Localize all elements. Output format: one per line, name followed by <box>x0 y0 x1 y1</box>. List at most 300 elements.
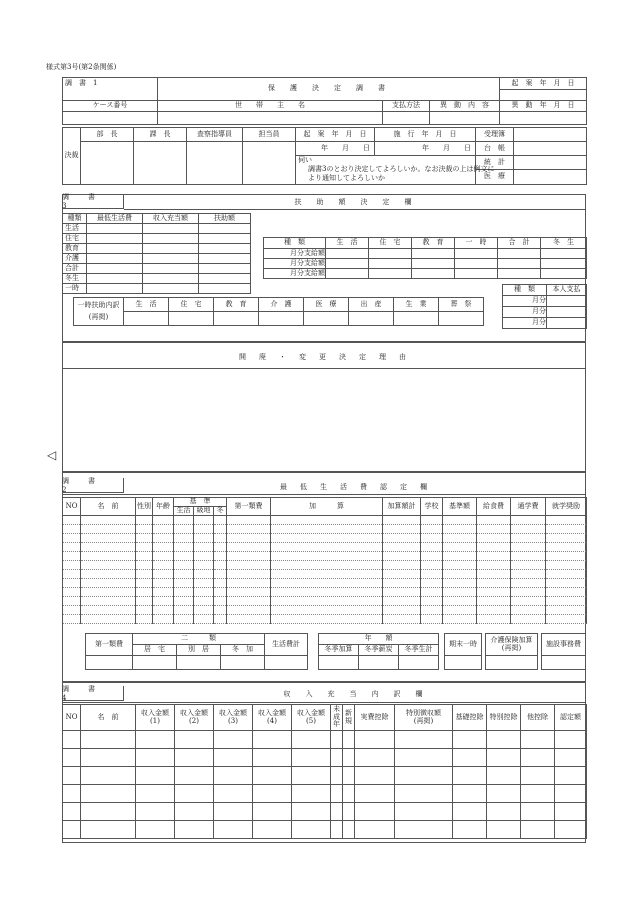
c4-cell[interactable] <box>292 767 331 785</box>
c4-cell[interactable] <box>343 749 355 767</box>
c2-cell[interactable] <box>63 543 81 552</box>
c2-cell[interactable] <box>443 588 477 597</box>
c2-cell[interactable] <box>214 579 227 588</box>
c4-cell[interactable] <box>136 785 175 803</box>
shikyu-cell[interactable] <box>326 249 369 259</box>
shikyu-cell[interactable] <box>541 269 587 279</box>
c2-cell[interactable] <box>383 579 421 588</box>
c4-cell[interactable] <box>453 803 487 821</box>
c2-cell[interactable] <box>136 588 153 597</box>
c2-cell[interactable] <box>227 516 271 525</box>
c4-cell[interactable] <box>136 803 175 821</box>
c2-cell[interactable] <box>546 606 587 615</box>
c4-cell[interactable] <box>555 821 587 839</box>
bucho-stamp[interactable] <box>81 142 134 185</box>
c2-cell[interactable] <box>271 561 383 570</box>
c2-cell[interactable] <box>421 534 443 543</box>
c4-cell[interactable] <box>81 821 136 839</box>
c2-cell[interactable] <box>227 588 271 597</box>
c2-cell[interactable] <box>477 516 511 525</box>
c4-cell[interactable] <box>253 749 292 767</box>
c2-cell[interactable] <box>227 543 271 552</box>
c4-cell[interactable] <box>81 749 136 767</box>
c2-cell[interactable] <box>174 552 194 561</box>
c2-cell[interactable] <box>81 606 136 615</box>
c2-cell[interactable] <box>153 525 174 534</box>
c2-cell[interactable] <box>443 597 477 606</box>
c4-cell[interactable] <box>487 803 521 821</box>
c2-cell[interactable] <box>271 588 383 597</box>
c4-cell[interactable] <box>521 749 555 767</box>
c2-cell[interactable] <box>421 525 443 534</box>
c4-cell[interactable] <box>253 731 292 749</box>
c2-cell[interactable] <box>227 534 271 543</box>
c2-cell[interactable] <box>227 570 271 579</box>
c4-cell[interactable] <box>214 821 253 839</box>
c2-cell[interactable] <box>383 552 421 561</box>
fujo-cell[interactable] <box>143 254 199 264</box>
c2-cell[interactable] <box>174 543 194 552</box>
c2-cell[interactable] <box>81 525 136 534</box>
c2-cell[interactable] <box>271 525 383 534</box>
c2-cell[interactable] <box>421 615 443 624</box>
c4-cell[interactable] <box>253 803 292 821</box>
tokei-field[interactable] <box>514 156 587 170</box>
c2-cell[interactable] <box>136 561 153 570</box>
c2-cell[interactable] <box>383 606 421 615</box>
c4-cell[interactable] <box>395 803 453 821</box>
c4-cell[interactable] <box>253 767 292 785</box>
c2-cell[interactable] <box>477 615 511 624</box>
ichiji-cell[interactable] <box>214 312 259 326</box>
c2-cell[interactable] <box>63 516 81 525</box>
c4-cell[interactable] <box>343 821 355 839</box>
c4-cell[interactable] <box>555 749 587 767</box>
reason-field[interactable] <box>63 369 585 471</box>
c4-cell[interactable] <box>521 731 555 749</box>
c2-cell[interactable] <box>227 552 271 561</box>
c2-cell[interactable] <box>174 570 194 579</box>
c4-cell[interactable] <box>453 785 487 803</box>
c2-cell[interactable] <box>63 606 81 615</box>
c2-cell[interactable] <box>81 516 136 525</box>
c2-cell[interactable] <box>63 579 81 588</box>
c2-bottom-cell[interactable] <box>221 656 265 670</box>
c2-cell[interactable] <box>443 570 477 579</box>
c4-cell[interactable] <box>331 731 343 749</box>
c2-cell[interactable] <box>63 615 81 624</box>
honnin-cell[interactable] <box>547 307 587 318</box>
c4-cell[interactable] <box>63 803 81 821</box>
fujo-cell[interactable] <box>199 234 251 244</box>
shikyu-cell[interactable] <box>455 259 498 269</box>
c2-cell[interactable] <box>174 615 194 624</box>
c4-cell[interactable] <box>521 785 555 803</box>
c2-cell[interactable] <box>214 552 227 561</box>
c2-bottom-cell[interactable] <box>319 656 359 670</box>
c2-cell[interactable] <box>271 543 383 552</box>
c4-cell[interactable] <box>395 821 453 839</box>
c2-cell[interactable] <box>174 534 194 543</box>
c2-cell[interactable] <box>153 606 174 615</box>
shikyu-cell[interactable] <box>498 249 541 259</box>
c2-cell[interactable] <box>194 543 214 552</box>
c4-cell[interactable] <box>355 731 395 749</box>
c2-cell[interactable] <box>214 570 227 579</box>
c2-cell[interactable] <box>443 534 477 543</box>
fujo-cell[interactable] <box>87 234 143 244</box>
c2-cell[interactable] <box>153 552 174 561</box>
c2-cell[interactable] <box>383 588 421 597</box>
c2-cell[interactable] <box>214 606 227 615</box>
c2-cell[interactable] <box>511 579 546 588</box>
c4-cell[interactable] <box>355 767 395 785</box>
c2-cell[interactable] <box>511 525 546 534</box>
c2-cell[interactable] <box>214 615 227 624</box>
c2-cell[interactable] <box>81 597 136 606</box>
c4-cell[interactable] <box>343 785 355 803</box>
ichiji-cell[interactable] <box>394 312 439 326</box>
c4-cell[interactable] <box>487 749 521 767</box>
c2-cell[interactable] <box>194 579 214 588</box>
c4-cell[interactable] <box>214 767 253 785</box>
iryo-field[interactable] <box>514 170 587 185</box>
c2-cell[interactable] <box>153 534 174 543</box>
c2-cell[interactable] <box>511 606 546 615</box>
c2-cell[interactable] <box>227 525 271 534</box>
c2-cell[interactable] <box>443 525 477 534</box>
c2-bottom-cell[interactable] <box>133 656 177 670</box>
c4-cell[interactable] <box>214 731 253 749</box>
shikyu-cell[interactable] <box>412 269 455 279</box>
c2-cell[interactable] <box>383 543 421 552</box>
shikyu-cell[interactable] <box>369 259 412 269</box>
c2-cell[interactable] <box>194 561 214 570</box>
shikyu-cell[interactable] <box>412 259 455 269</box>
c2-cell[interactable] <box>271 552 383 561</box>
c2-cell[interactable] <box>136 534 153 543</box>
c4-cell[interactable] <box>487 767 521 785</box>
c2-cell[interactable] <box>421 588 443 597</box>
ichiji-cell[interactable] <box>124 312 169 326</box>
c4-cell[interactable] <box>81 803 136 821</box>
c2-cell[interactable] <box>546 597 587 606</box>
c2-cell[interactable] <box>214 561 227 570</box>
kian-date-value[interactable] <box>500 90 587 101</box>
c4-cell[interactable] <box>292 785 331 803</box>
c4-cell[interactable] <box>355 785 395 803</box>
c2-cell[interactable] <box>194 525 214 534</box>
ido-date-field[interactable] <box>500 112 587 125</box>
c4-cell[interactable] <box>555 731 587 749</box>
c4-cell[interactable] <box>81 767 136 785</box>
c4-cell[interactable] <box>292 749 331 767</box>
c2-bottom-cell[interactable] <box>399 656 439 670</box>
c2-cell[interactable] <box>383 516 421 525</box>
c2-cell[interactable] <box>153 597 174 606</box>
c2-cell[interactable] <box>153 615 174 624</box>
c2-cell[interactable] <box>63 552 81 561</box>
c2-cell[interactable] <box>421 579 443 588</box>
c2-cell[interactable] <box>546 525 587 534</box>
c2-cell[interactable] <box>271 516 383 525</box>
c2-cell[interactable] <box>174 516 194 525</box>
c2-bottom-cell[interactable] <box>359 656 399 670</box>
c2-cell[interactable] <box>153 588 174 597</box>
c2-cell[interactable] <box>421 561 443 570</box>
c2-cell[interactable] <box>227 597 271 606</box>
c2-cell[interactable] <box>421 570 443 579</box>
c2-cell[interactable] <box>194 597 214 606</box>
c2-cell[interactable] <box>81 615 136 624</box>
c4-cell[interactable] <box>521 821 555 839</box>
c4-cell[interactable] <box>343 803 355 821</box>
c4-cell[interactable] <box>253 785 292 803</box>
c2-cell[interactable] <box>136 516 153 525</box>
c2-cell[interactable] <box>81 534 136 543</box>
c2-cell[interactable] <box>136 543 153 552</box>
c2-cell[interactable] <box>214 543 227 552</box>
fujo-cell[interactable] <box>87 284 143 294</box>
c2-cell[interactable] <box>383 597 421 606</box>
c2-cell[interactable] <box>174 588 194 597</box>
c2-cell[interactable] <box>477 525 511 534</box>
c2-cell[interactable] <box>546 552 587 561</box>
c4-cell[interactable] <box>81 785 136 803</box>
c4-cell[interactable] <box>175 749 214 767</box>
c2-cell[interactable] <box>511 570 546 579</box>
c2-cell[interactable] <box>546 516 587 525</box>
c2-cell[interactable] <box>477 597 511 606</box>
c4-cell[interactable] <box>63 785 81 803</box>
c2-cell[interactable] <box>477 543 511 552</box>
c2-cell[interactable] <box>383 525 421 534</box>
fujo-cell[interactable] <box>143 224 199 234</box>
c2-cell[interactable] <box>511 543 546 552</box>
fujo-cell[interactable] <box>199 244 251 254</box>
c2-cell[interactable] <box>477 588 511 597</box>
seko-date[interactable]: 年 月 日 <box>375 142 476 156</box>
c4-cell[interactable] <box>453 767 487 785</box>
c2-cell[interactable] <box>421 597 443 606</box>
sasatsu-stamp[interactable] <box>187 142 243 185</box>
c4-cell[interactable] <box>214 785 253 803</box>
c2-cell[interactable] <box>546 561 587 570</box>
fujo-cell[interactable] <box>143 284 199 294</box>
fujo-cell[interactable] <box>199 224 251 234</box>
setai-field[interactable] <box>158 112 383 125</box>
c4-cell[interactable] <box>395 749 453 767</box>
c2-cell[interactable] <box>511 552 546 561</box>
c4-cell[interactable] <box>175 803 214 821</box>
c4-cell[interactable] <box>331 803 343 821</box>
c4-cell[interactable] <box>555 803 587 821</box>
c2-cell[interactable] <box>477 579 511 588</box>
c4-cell[interactable] <box>214 803 253 821</box>
c4-cell[interactable] <box>292 803 331 821</box>
c2-cell[interactable] <box>214 588 227 597</box>
c2-cell[interactable] <box>153 543 174 552</box>
fujo-cell[interactable] <box>87 274 143 284</box>
ichiji-cell[interactable] <box>304 312 349 326</box>
c4-cell[interactable] <box>487 821 521 839</box>
c2-cell[interactable] <box>214 534 227 543</box>
ichiji-cell[interactable] <box>169 312 214 326</box>
c4-cell[interactable] <box>136 731 175 749</box>
c2-cell[interactable] <box>383 615 421 624</box>
c2-cell[interactable] <box>81 579 136 588</box>
c2-cell[interactable] <box>546 579 587 588</box>
c2-cell[interactable] <box>443 552 477 561</box>
fujo-cell[interactable] <box>143 264 199 274</box>
c2-cell[interactable] <box>136 525 153 534</box>
c4-cell[interactable] <box>487 731 521 749</box>
fujo-cell[interactable] <box>199 264 251 274</box>
c4-cell[interactable] <box>253 821 292 839</box>
c2-cell[interactable] <box>136 552 153 561</box>
c2-cell[interactable] <box>153 570 174 579</box>
c2-cell[interactable] <box>443 606 477 615</box>
juribo-field[interactable] <box>514 128 587 142</box>
c2-cell[interactable] <box>546 615 587 624</box>
fujo-cell[interactable] <box>199 254 251 264</box>
c4-cell[interactable] <box>81 731 136 749</box>
c2-cell[interactable] <box>383 561 421 570</box>
c2-cell[interactable] <box>174 606 194 615</box>
daicho-field[interactable] <box>514 142 587 156</box>
shikyu-cell[interactable] <box>541 249 587 259</box>
c4-cell[interactable] <box>63 731 81 749</box>
ichiji-cell[interactable] <box>349 312 394 326</box>
c4-cell[interactable] <box>555 785 587 803</box>
c2-cell[interactable] <box>421 516 443 525</box>
c2-cell[interactable] <box>546 543 587 552</box>
honnin-cell[interactable] <box>547 296 587 307</box>
c2-cell[interactable] <box>477 606 511 615</box>
c4-cell[interactable] <box>331 821 343 839</box>
c2-cell[interactable] <box>63 561 81 570</box>
fujo-cell[interactable] <box>87 224 143 234</box>
fujo-cell[interactable] <box>143 244 199 254</box>
c4-cell[interactable] <box>175 767 214 785</box>
c2-cell[interactable] <box>81 588 136 597</box>
c2-cell[interactable] <box>271 615 383 624</box>
c4-cell[interactable] <box>292 731 331 749</box>
c2-cell[interactable] <box>383 534 421 543</box>
c2-cell[interactable] <box>174 525 194 534</box>
c2-cell[interactable] <box>214 525 227 534</box>
c2-cell[interactable] <box>443 516 477 525</box>
c2-cell[interactable] <box>443 579 477 588</box>
shikyu-cell[interactable] <box>498 269 541 279</box>
fujo-cell[interactable] <box>143 234 199 244</box>
ido-naiyo-field[interactable] <box>430 112 500 125</box>
c2-cell[interactable] <box>443 543 477 552</box>
c2-cell[interactable] <box>153 561 174 570</box>
c4-cell[interactable] <box>175 731 214 749</box>
c2-cell[interactable] <box>136 570 153 579</box>
c4-cell[interactable] <box>331 767 343 785</box>
c2-cell[interactable] <box>136 606 153 615</box>
c2-cell[interactable] <box>194 534 214 543</box>
c2-cell[interactable] <box>63 588 81 597</box>
c4-cell[interactable] <box>355 821 395 839</box>
c4-cell[interactable] <box>175 821 214 839</box>
c2-bottom-cell[interactable] <box>177 656 221 670</box>
c2-cell[interactable] <box>271 579 383 588</box>
c4-cell[interactable] <box>355 803 395 821</box>
c2-cell[interactable] <box>477 561 511 570</box>
ichiji-cell[interactable] <box>259 312 304 326</box>
c2-cell[interactable] <box>63 597 81 606</box>
c4-cell[interactable] <box>395 785 453 803</box>
c2-cell[interactable] <box>214 516 227 525</box>
c2-cell[interactable] <box>511 597 546 606</box>
shikyu-cell[interactable] <box>412 249 455 259</box>
c2-cell[interactable] <box>511 534 546 543</box>
c2-cell[interactable] <box>194 570 214 579</box>
ichiji-cell[interactable] <box>439 312 484 326</box>
c2-cell[interactable] <box>136 597 153 606</box>
fujo-cell[interactable] <box>199 284 251 294</box>
c2-cell[interactable] <box>174 561 194 570</box>
c2-cell[interactable] <box>383 570 421 579</box>
c2-cell[interactable] <box>194 606 214 615</box>
shikyu-cell[interactable] <box>541 259 587 269</box>
tanto-stamp[interactable] <box>243 142 296 185</box>
c2-cell[interactable] <box>477 534 511 543</box>
kacho-stamp[interactable] <box>134 142 187 185</box>
fujo-cell[interactable] <box>87 244 143 254</box>
kian-date[interactable]: 年 月 日 <box>296 142 375 156</box>
c4-cell[interactable] <box>521 803 555 821</box>
c4-cell[interactable] <box>292 821 331 839</box>
c2-cell[interactable] <box>477 570 511 579</box>
c4-cell[interactable] <box>136 749 175 767</box>
c4-cell[interactable] <box>453 731 487 749</box>
c2-cell[interactable] <box>227 561 271 570</box>
c4-cell[interactable] <box>453 821 487 839</box>
c4-cell[interactable] <box>136 767 175 785</box>
c2-cell[interactable] <box>546 570 587 579</box>
c4-cell[interactable] <box>175 785 214 803</box>
c2-cell[interactable] <box>63 534 81 543</box>
c2-cell[interactable] <box>63 570 81 579</box>
c2-cell[interactable] <box>477 552 511 561</box>
c2-cell[interactable] <box>81 552 136 561</box>
c2-cell[interactable] <box>194 516 214 525</box>
c4-cell[interactable] <box>331 785 343 803</box>
shikyu-cell[interactable] <box>369 269 412 279</box>
shikyu-cell[interactable] <box>326 269 369 279</box>
c2-cell[interactable] <box>443 561 477 570</box>
c2-cell[interactable] <box>153 516 174 525</box>
c2-cell[interactable] <box>546 588 587 597</box>
c4-cell[interactable] <box>487 785 521 803</box>
fujo-cell[interactable] <box>87 254 143 264</box>
c2-cell[interactable] <box>174 579 194 588</box>
c2-bottom-cell[interactable] <box>86 656 133 670</box>
c2-cell[interactable] <box>421 543 443 552</box>
c4-cell[interactable] <box>343 767 355 785</box>
shikyu-cell[interactable] <box>498 259 541 269</box>
c2-cell[interactable] <box>421 606 443 615</box>
c2-cell[interactable] <box>443 615 477 624</box>
c2-cell[interactable] <box>81 570 136 579</box>
c2-cell[interactable] <box>511 561 546 570</box>
c2-cell[interactable] <box>174 597 194 606</box>
c2-bottom-cell[interactable] <box>486 656 538 670</box>
